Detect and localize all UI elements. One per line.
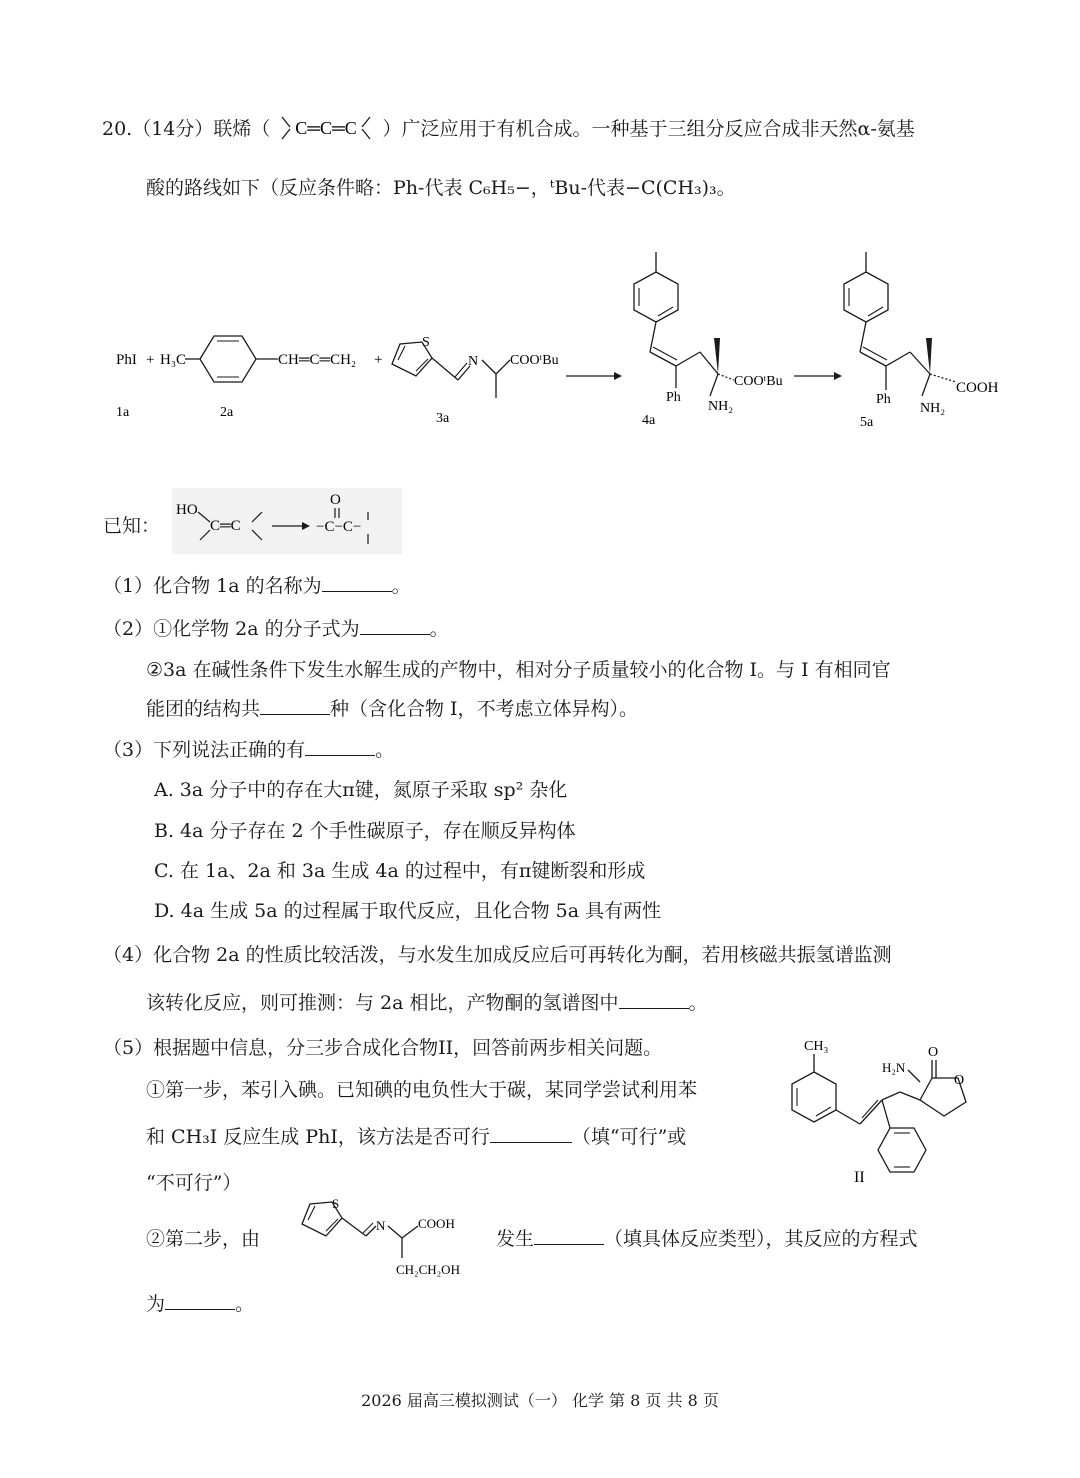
ester-3a: COOᵗBu bbox=[510, 353, 559, 368]
allene-structure bbox=[276, 113, 376, 143]
allene-chain-2a: CH═C═CH₂ bbox=[278, 352, 357, 368]
question-header: 20.（14分）联烯（ C═C═C ）广泛应用于有机合成。一种基于三组分反应合成非天然α-氨基 bbox=[102, 116, 915, 143]
answer-blank-q1[interactable] bbox=[322, 573, 392, 592]
svg-text:−C−C−: −C−C− bbox=[316, 519, 362, 535]
option-a: A. 3a 分子中的存在大π键，氮原子采取 sp² 杂化 bbox=[154, 779, 568, 801]
label-1a: 1a bbox=[116, 405, 130, 420]
known-label: 已知： bbox=[103, 515, 161, 537]
answer-blank-q4[interactable] bbox=[619, 990, 689, 1009]
cooh-5a: COOH bbox=[956, 380, 999, 396]
answer-blank-q5-2-type[interactable] bbox=[534, 1226, 604, 1245]
svg-text:HO: HO bbox=[176, 502, 198, 518]
label-4a: 4a bbox=[642, 413, 656, 428]
answer-blank-q2-1[interactable] bbox=[360, 616, 430, 635]
svg-text:+: + bbox=[374, 352, 383, 368]
svg-text:NH₂: NH₂ bbox=[920, 401, 946, 416]
answer-blank-q3[interactable] bbox=[305, 737, 375, 756]
svg-text:O: O bbox=[330, 492, 341, 508]
question-score: （14分） bbox=[132, 118, 214, 140]
svg-text:Ph: Ph bbox=[666, 390, 681, 405]
svg-text:S: S bbox=[332, 1196, 340, 1211]
reactant-2a-methyl: H₃C bbox=[160, 352, 187, 368]
option-d: D. 4a 生成 5a 的过程属于取代反应，且化合物 5a 具有两性 bbox=[154, 900, 662, 922]
question-5-3: 为 。 bbox=[146, 1293, 255, 1315]
svg-text:N: N bbox=[468, 354, 479, 369]
compound-ii-structure bbox=[770, 1032, 980, 1192]
svg-text:O: O bbox=[954, 1073, 965, 1088]
question-4a: （4）化合物 2a 的性质比较活泼，与水发生加成反应后可再转化为酮，若用核磁共振氢谱监测 bbox=[103, 944, 892, 966]
svg-text:NH₂: NH₂ bbox=[708, 399, 734, 414]
question-4b: 该转化反应，则可推测：与 2a 相比，产物酮的氢谱图中 。 bbox=[146, 992, 708, 1014]
question-2-2a: ②3a 在碱性条件下发生水解生成的产物中，相对分子质量较小的化合物 I。与 I 有相同官 bbox=[146, 659, 891, 681]
benzene-ring-5a bbox=[844, 272, 888, 322]
label-2a: 2a bbox=[220, 405, 234, 420]
question-5-2-start: ②第二步，由 bbox=[146, 1228, 261, 1250]
reaction-scheme bbox=[100, 240, 1020, 440]
phenyl-ring bbox=[878, 1128, 926, 1172]
option-c: C. 在 1a、2a 和 3a 生成 4a 的过程中，有π键断裂和形成 bbox=[154, 860, 646, 882]
svg-text:C═C═C: C═C═C bbox=[295, 118, 358, 138]
svg-text:H₂N: H₂N bbox=[882, 1060, 906, 1075]
label-5a: 5a bbox=[860, 415, 874, 430]
ester-4a: COOᵗBu bbox=[734, 374, 783, 389]
question-5-1c: “不可行”） bbox=[146, 1172, 242, 1194]
answer-blank-q5-1[interactable] bbox=[490, 1124, 572, 1143]
question-5-1a: ①第一步，苯引入碘。已知碘的电负性大于碳，某同学尝试利用苯 bbox=[146, 1079, 698, 1101]
svg-text:S: S bbox=[422, 335, 430, 350]
svg-text:Ph: Ph bbox=[876, 392, 891, 407]
option-b: B. 4a 分子存在 2 个手性碳原子，存在顺反异构体 bbox=[154, 820, 576, 842]
question-1: （1）化合物 1a 的名称为 。 bbox=[103, 575, 411, 597]
question-5-2-end: 发生 （填具体反应类型），其反应的方程式 bbox=[496, 1228, 918, 1250]
svg-text:O: O bbox=[928, 1045, 939, 1060]
benzene-ring-4a bbox=[634, 272, 678, 322]
answer-blank-q2-2[interactable] bbox=[260, 696, 330, 715]
question-2-2b: 能团的结构共 种（含化合物 I，不考虑立体异构）。 bbox=[146, 698, 639, 720]
svg-text:+: + bbox=[146, 352, 155, 368]
benzene-ring-2a bbox=[200, 336, 256, 382]
toluene-ring bbox=[792, 1072, 836, 1122]
reactant-1a: PhI bbox=[116, 352, 137, 368]
svg-text:CH₂CH₂OH: CH₂CH₂OH bbox=[396, 1262, 460, 1277]
question-intro-line2: 酸的路线如下（反应条件略：Ph-代表 C₆H₅−，ᵗBu-代表−C(CH₃)₃。 bbox=[146, 177, 736, 199]
svg-text:N: N bbox=[376, 1218, 386, 1233]
question-5: （5）根据题中信息，分三步合成化合物II，回答前两步相关问题。 bbox=[103, 1037, 663, 1059]
question-2-1: （2）①化学物 2a 的分子式为 。 bbox=[103, 618, 449, 640]
svg-text:COOH: COOH bbox=[418, 1216, 455, 1231]
answer-blank-q5-2-equation[interactable] bbox=[165, 1291, 235, 1310]
compound-ii-label: II bbox=[854, 1169, 865, 1186]
question-5-1b: 和 CH₃I 反应生成 PhI，该方法是否可行 （填“可行”或 bbox=[146, 1126, 687, 1148]
label-3a: 3a bbox=[436, 411, 450, 426]
page-footer: 2026 届高三模拟测试（一） 化学 第 8 页 共 8 页 bbox=[361, 1391, 719, 1410]
svg-text:C═C: C═C bbox=[210, 518, 241, 534]
question-3: （3）下列说法正确的有 。 bbox=[103, 739, 395, 761]
step2-reactant-structure bbox=[296, 1196, 486, 1282]
svg-text:CH₃: CH₃ bbox=[804, 1039, 829, 1054]
question-number: 20. bbox=[102, 118, 133, 140]
known-reaction bbox=[172, 488, 402, 554]
